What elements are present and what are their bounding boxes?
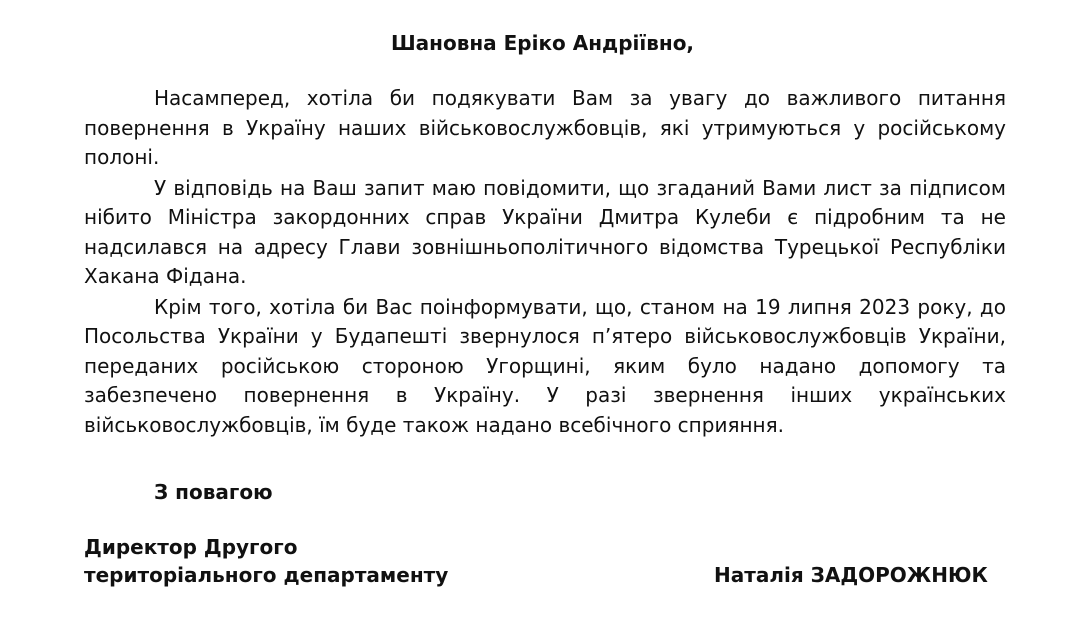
signature-title-line-1: Директор Другого (84, 535, 298, 559)
letter-body (84, 84, 1006, 441)
closing: З повагою (154, 480, 273, 504)
paragraph-embassy-info: Крім того, хотіла би Вас поінформувати, що, станом на 19 липня 2023 року, до Посольства України у Будапешті звернулося п’ятеро військовослужбовців України, переданих російською стороною Угорщині, яким було надано допомогу та забезпечено повернення в Україну. У разі звернення інших українських військовослужбовців, їм буде також надано всебічного сприяння. (84, 294, 1006, 437)
signature-name: Наталія ЗАДОРОЖНЮК (714, 563, 988, 587)
paragraph-gratitude: Насамперед, хотіла би подякувати Вам за увагу до важливого питання повернення в Україну наших військовослужбовців, які утримуються у російському полоні. (84, 86, 1006, 169)
salutation: Шановна Еріко Андріївно, (390, 31, 695, 55)
signature-title (84, 533, 448, 589)
paragraph-forged-letter: У відповідь на Ваш запит маю повідомити, що згаданий Вами лист за підписом нібито Міністра закордонних справ України Дмитра Кулеби є підробним та не надсилався на адресу Глави зовнішньополітичного відомства Турецької Республіки Хакана Фідана. (84, 175, 1006, 288)
signature-title-line-2: територіального департаменту (84, 563, 449, 587)
